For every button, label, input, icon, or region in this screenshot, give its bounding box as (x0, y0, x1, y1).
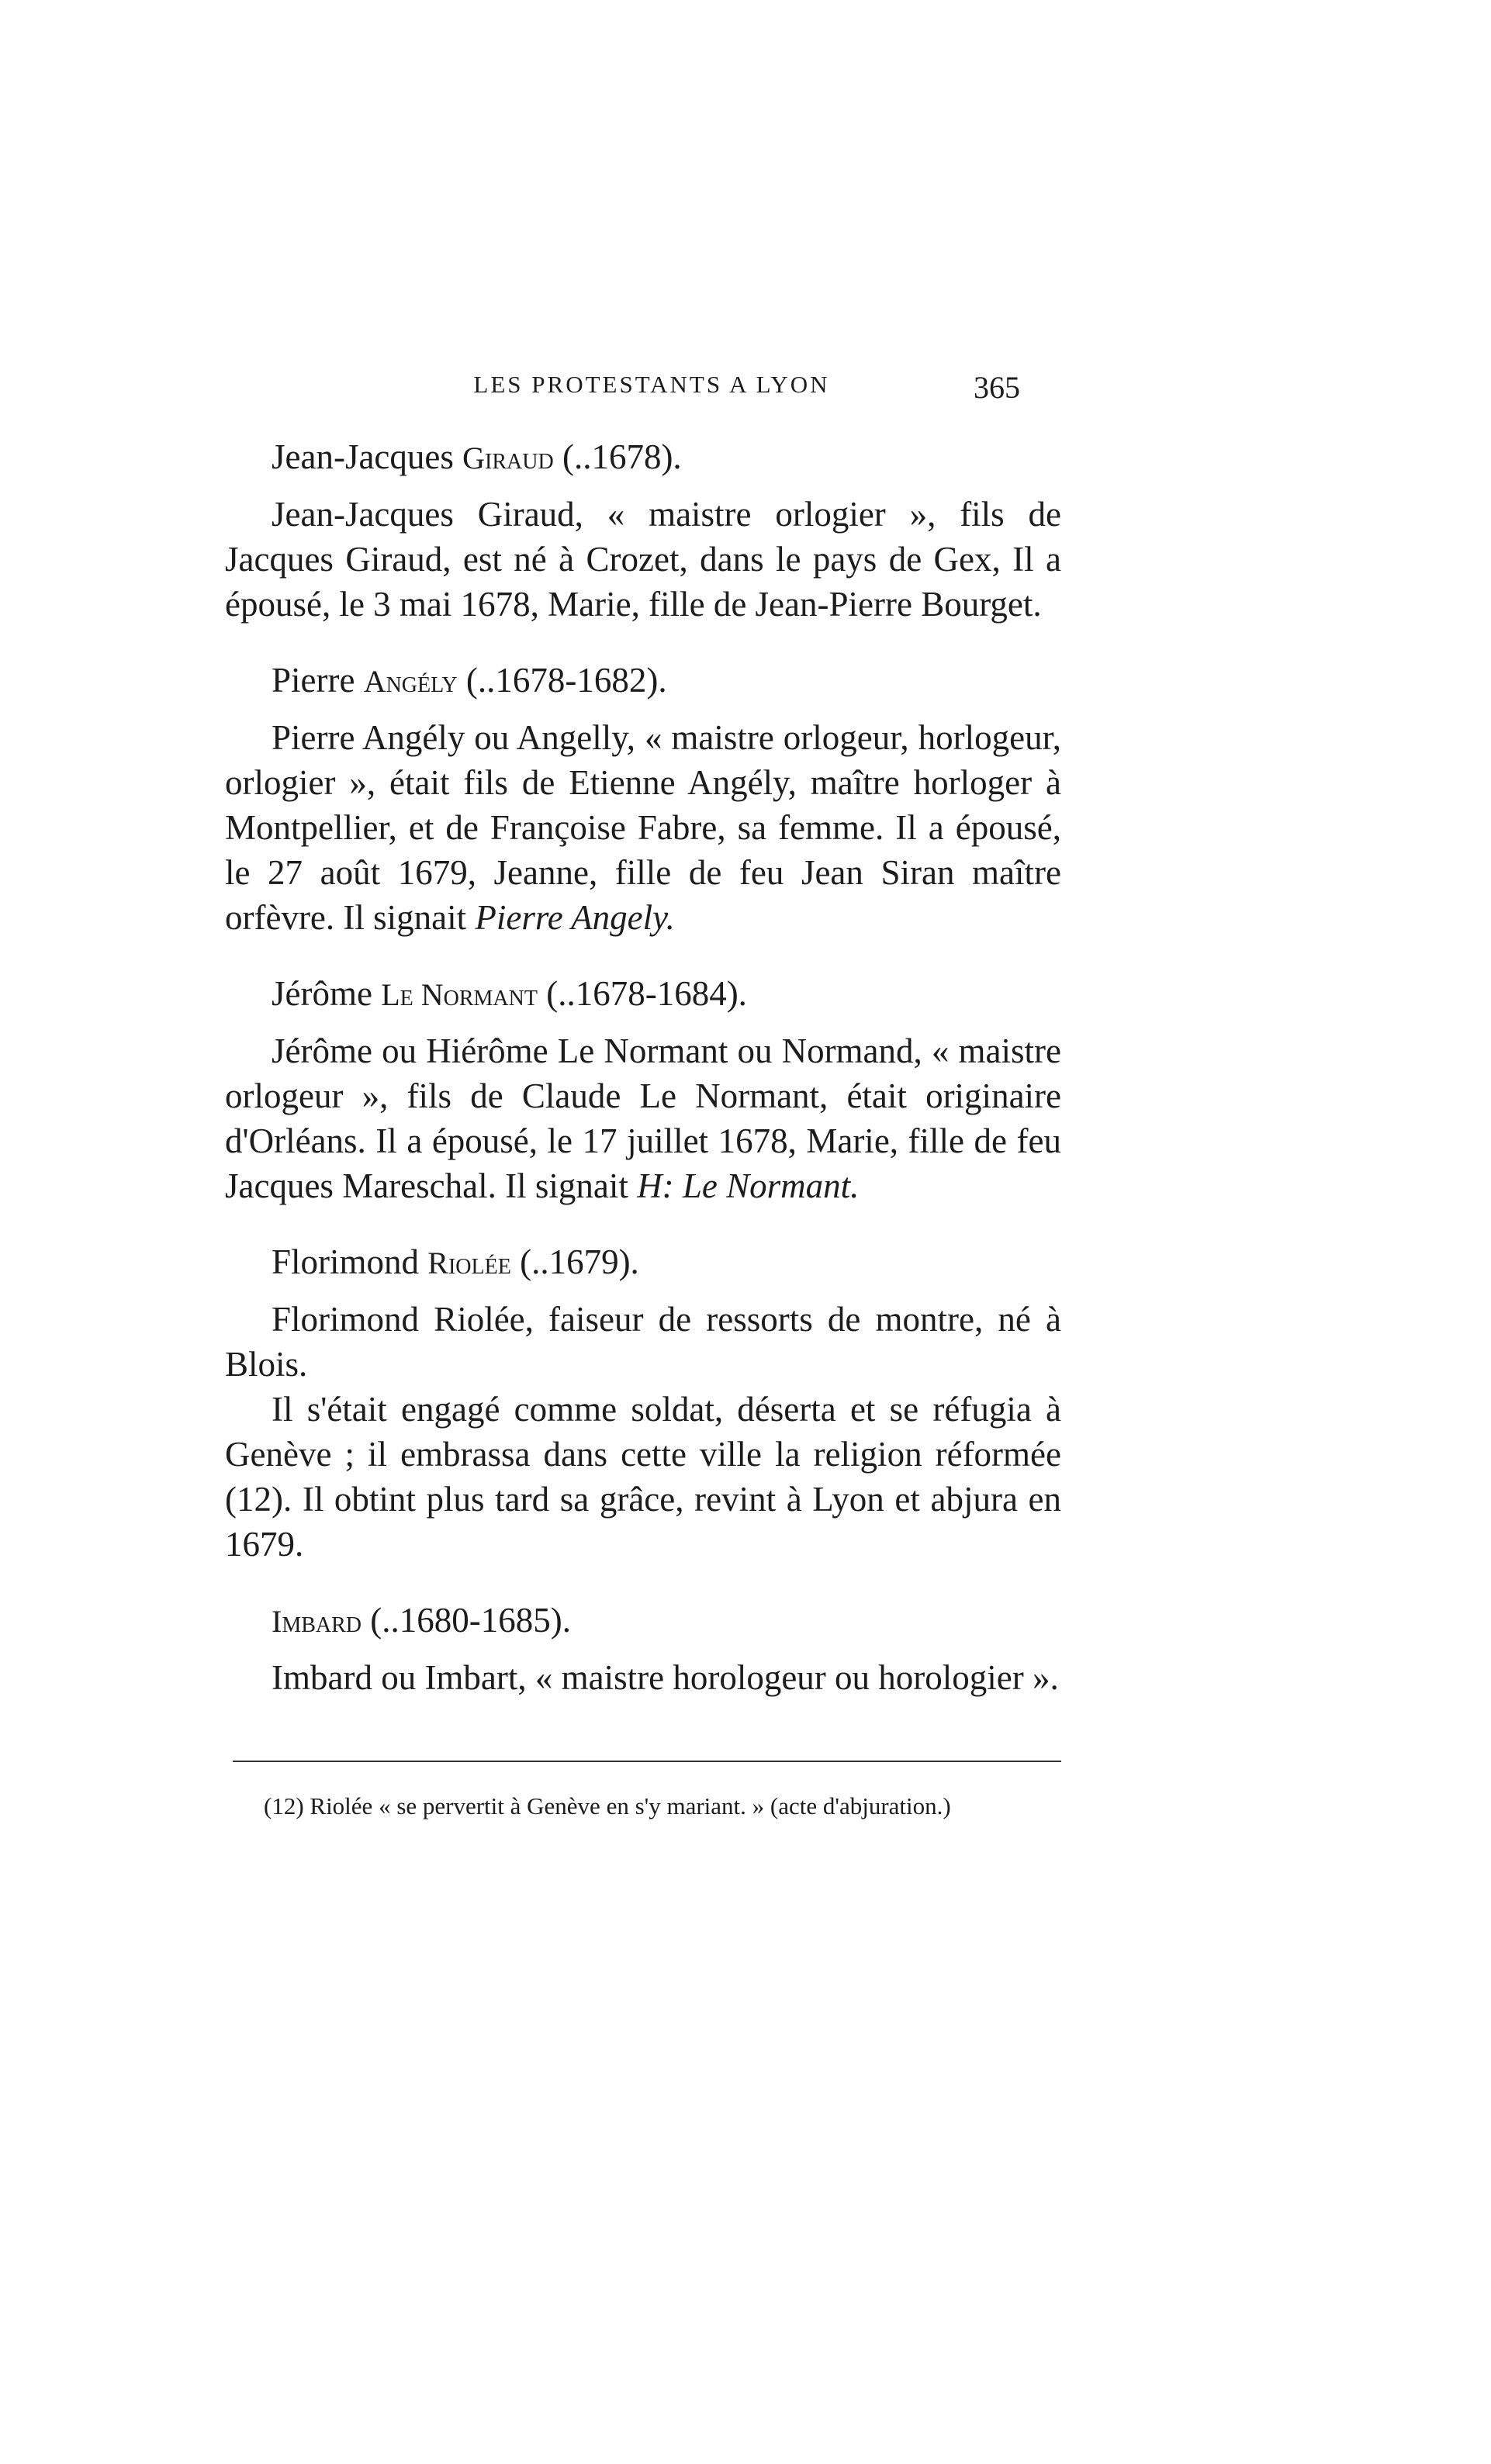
dates: (..1679). (510, 1242, 639, 1281)
entry-heading-imbard (225, 1598, 1061, 1644)
signature: H: Le Normant. (637, 1166, 860, 1205)
dates: (..1678). (553, 437, 682, 476)
running-title: LES PROTESTANTS A LYON (473, 371, 830, 398)
footnote-rule (233, 1761, 1061, 1762)
paragraph: Pierre Angély ou Angelly, « maistre orlogeur, horlogeur, orlogier », était fils de Etienne Angély, maître horloger à Montpellier, et de Françoise Fabre, sa femme. Il a épousé, le 27 août 1679, Jeanne, fille de feu Jean Siran maître orfèvre. Il signait Pierre Angely. (225, 718, 1061, 937)
entry-heading-riolee: Florimond Riolée (..1679). (272, 1242, 639, 1281)
signature: Pierre Angely. (475, 898, 675, 937)
footnote: (12) Riolée « se pervertit à Genève en s'y mariant. » (acte d'abjuration.) (264, 1792, 951, 1819)
entry-heading-le-normant: Jérôme Le Normant (..1678-1684). (272, 974, 747, 1013)
dates: (..1678-1684). (537, 974, 747, 1013)
paragraph: Jérôme ou Hiérôme Le Normant ou Normand, « maistre orlogeur », fils de Claude Le Normant, était originaire d'Orléans. Il a épousé, le 17 juillet 1678, Marie, fille de feu Jacques Mareschal. Il signait H: Le Normant. (225, 1032, 1061, 1205)
surname: Le Normant (381, 977, 538, 1012)
entry-heading-giraud: Jean-Jacques Giraud (..1678). (272, 437, 682, 476)
main-text (225, 434, 1061, 1700)
surname: Riolée (427, 1246, 511, 1280)
paragraph: Imbard ou Imbart, « maistre horologeur ou horologier ». (272, 1658, 1059, 1697)
dates: (..1680-1685). (362, 1601, 571, 1640)
paragraph: Florimond Riolée, faiseur de ressorts de montre, né à Blois. (225, 1300, 1061, 1384)
paragraph: Jean-Jacques Giraud, « maistre orlogier », fils de Jacques Giraud, est né à Crozet, dans le pays de Gex, Il a épousé, le 3 mai 1678, Marie, fille de Jean-Pierre Bourget. (225, 495, 1061, 624)
paragraph: Il s'était engagé comme soldat, déserta et se réfugia à Genève ; il embrassa dans cette ville la religion réformée (12). Il obtint plus tard sa grâce, revint à Lyon et abjura en 1679. (225, 1390, 1061, 1564)
surname: Giraud (462, 441, 554, 475)
surname: Angély (363, 664, 458, 699)
page-number: 365 (974, 370, 1020, 405)
entry-heading-angely: Pierre Angély (..1678-1682). (272, 661, 667, 700)
surname: Imbard (272, 1604, 362, 1639)
dates: (..1678-1682). (457, 661, 667, 700)
